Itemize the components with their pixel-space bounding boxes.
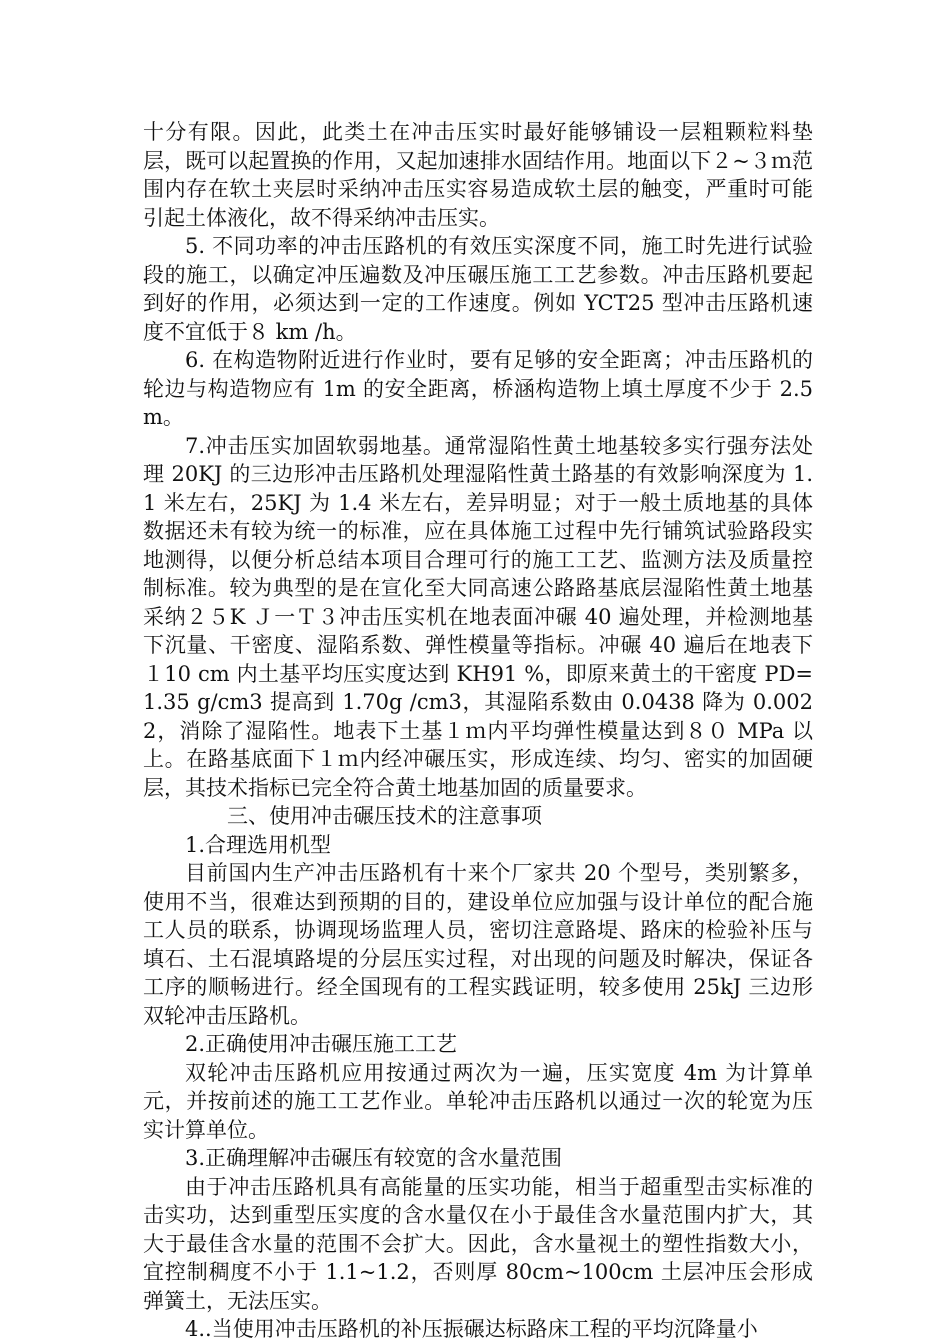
subheading-2: 2.正确使用冲击碾压施工工艺 — [185, 1032, 458, 1056]
paragraph-item-7: 7.冲击压实加固软弱地基。通常湿陷性黄土地基较多实行强夯法处理 20KJ 的三边形冲击压路机处理湿陷性黄土路基的有效影响深度为 1.1 米左右，25KJ 为 1.4 米左右，差异明显；对于一般土质地基的具体数据还未有较为统一的标准，应在具体施工过程中先行铺筑试验路段实地测得，以便分析总结本项目合理可行的施工工艺、监测方法及质量控制标准。较为典型的是在宣化至大同高速公路路基底层湿陷性黄土地基采纳２５K Ｊ一Ｔ３冲击压实机在地表面冲碾 40 遍处理，并检测地基下沉量、干密度、湿陷系数、弹性模量等指标。冲碾 40 遍后在地表下１10 cm 内土基平均压实度达到 KH91 %，即原来黄土的干密度 PD= 1.35 g/cm3 提高到 1.70g /cm3，其湿陷系数由 0.0438 降为 0.0022，消除了湿陷性。地表下土基１ｍ内平均弹性模量达到８０ MPa 以上。在路基底面下１ｍ内经冲碾压实，形成连续、均匀、密实的加固硬层，其技术指标已完全符合黄土地基加固的质量要求。 — [143, 433, 813, 800]
paragraph-item-4: 4..当使用冲击压路机的补压振碾达标路床工程的平均沉降量小 — [185, 1317, 758, 1341]
paragraph-1: 十分有限。因此，此类土在冲击压实时最好能够铺设一层粗颗粒料垫层，既可以起置换的作用，又起加速排水固结作用。地面以下２~３ｍ范围内存在软土夹层时采纳冲击压实容易造成软土层的触变，严重时可能引起土体液化，故不得采纳冲击压实。 — [143, 120, 813, 230]
paragraph-item-6: 6. 在构造物附近进行作业时，要有足够的安全距离；冲击压路机的轮边与构造物应有 1m 的安全距离，桥涵构造物上填土厚度不少于 2.5m。 — [143, 348, 813, 429]
paragraph-item-5: 5. 不同功率的冲击压路机的有效压实深度不同，施工时先进行试验段的施工，以确定冲压遍数及冲压碾压施工工艺参数。冲击压路机要起到好的作用，必须达到一定的工作速度。例如 YCT25 型冲击压路机速度不宜低于８ km /h。 — [143, 234, 813, 344]
document-body — [143, 118, 813, 1344]
paragraph-moisture: 由于冲击压路机具有高能量的压实功能，相当于超重型击实标准的击实功，达到重型压实度的含水量仅在小于最佳含水量范围内扩大，其大于最佳含水量的范围不会扩大。因此，含水量视土的塑性指数大小，宜控制稠度不小于 1.1~1.2，否则厚 80cm~100cm 土层冲压会形成弹簧土，无法压实。 — [143, 1174, 813, 1313]
subheading-1: 1.合理选用机型 — [185, 832, 332, 857]
paragraph-machine-selection: 目前国内生产冲击压路机有十来个厂家共 20 个型号，类别繁多，使用不当，很难达到预期的目的，建设单位应加强与设计单位的配合施工人员的联系，协调现场监理人员，密切注意路堤、路床的检验补压与填石、土石混填路堤的分层压实过程，对出现的问题及时解决，保证各工序的顺畅进行。经全国现有的工程实践证明，较多使用 25kJ 三边形双轮冲击压路机。 — [143, 861, 813, 1028]
paragraph-process: 双轮冲击压路机应用按通过两次为一遍，压实宽度 4m 为计算单元，并按前述的施工工艺作业。单轮冲击压路机以通过一次的轮宽为压实计算单位。 — [143, 1060, 813, 1142]
subheading-3: 3.正确理解冲击碾压有较宽的含水量范围 — [185, 1146, 563, 1170]
section-heading: 三、使用冲击碾压技术的注意事项 — [227, 804, 542, 828]
